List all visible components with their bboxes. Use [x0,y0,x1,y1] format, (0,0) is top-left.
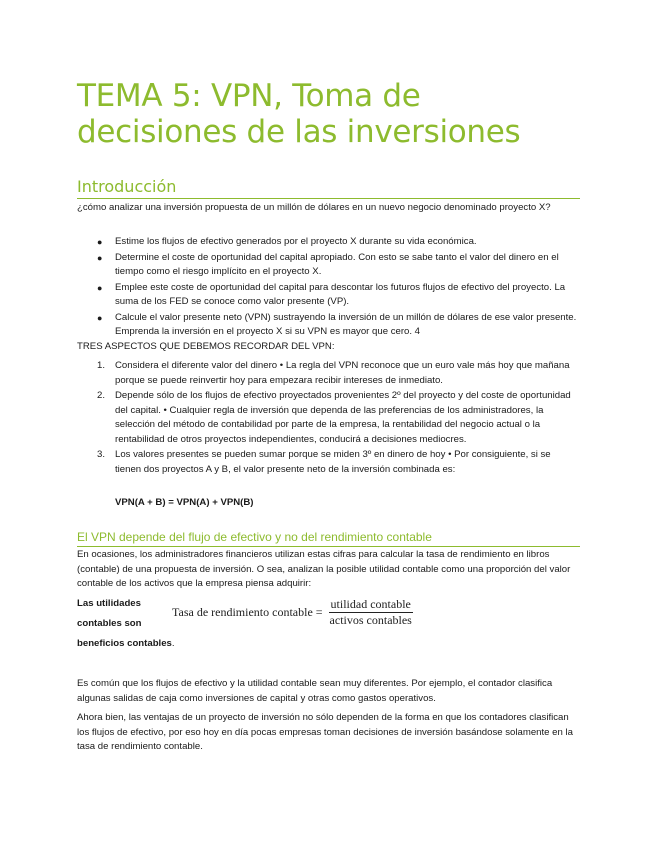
accounting-profits-label: Las utilidades contables son beneficios contables. [77,598,175,649]
list-item: ● Estime los flujos de efectivo generados por el proyecto X durante su vida económica. [77,235,577,250]
list-item: 1. Considera el diferente valor del dinero • La regla del VPN reconoce que un euro vale más hoy que mañana porque se puede reinvertir hoy para empezara recibir intereses de inmediato. [97,360,570,386]
accounting-return-equation [172,598,413,627]
aspects-heading: TRES ASPECTOS QUE DEBEMOS RECORDAR DEL VPN: [77,341,335,352]
introduction-heading: Introducción [77,177,580,199]
vpn-paragraph-3: Ahora bien, las ventajas de un proyecto de inversión no sólo dependen de la forma en que los contadores clasifican los flujos de efectivo, por eso hoy en día pocas empresas toman decisiones de inversión basándose solamente en la tasa de rendimiento contable. [77,712,573,752]
bullet-icon: ● [97,252,103,263]
title-line-2: decisiones de las inversiones [77,114,521,150]
vpn-paragraph-1: En ocasiones, los administradores financieros utilizan estas cifras para calcular la tasa de rendimiento en libros (contable) de una propuesta de inversión. O sea, analizan la posible utilidad contable como una proporción del valor contable de los activos que la empresa piensa adquirir: [77,549,571,589]
vpn-sum-formula: VPN(A + B) = VPN(A) + VPN(B) [115,497,254,508]
page-title [77,78,597,150]
list-item: ● Calcule el valor presente neto (VPN) sustrayendo la inversión de un millón de dólares de ese valor presente. Emprenda la inversión en el proyecto X si su VPN es mayor que cero. 4 [97,311,577,337]
equation-fraction [329,598,413,627]
intro-question: ¿cómo analizar una inversión propuesta de un millón de dólares en un nuevo negocio denominado proyecto X? [77,202,551,213]
list-item: 2. Depende sólo de los flujos de efectivo proyectados provenientes 2º del proyecto y del coste de oportunidad del capital. • Cualquier regla de inversión que dependa de las preferencias de los administradores, la selección del método de contabilidad por parte de la empresa, la rentabilidad del negocio actual o la rentabilidad de otros proyectos independientes, conducirá a decisiones mediocres. [97,390,571,445]
list-item: ● Determine el coste de oportunidad del capital apropiado. Con esto se sabe tanto el valor del dinero en el tiempo como el riesgo implícito en el proyecto X. [97,251,559,277]
list-item: ● Emplee este coste de oportunidad del capital para descontar los futuros flujos de efectivo del proyecto. La suma de los FED se conoce como valor presente (VP). [97,281,566,307]
equation-numerator: utilidad contable [330,597,411,611]
bullet-icon: ● [97,237,103,247]
equation-denominator: activos contables [329,613,412,627]
aspects-numbered-list [77,359,577,478]
title-line-1: TEMA 5: VPN, Toma de [77,78,421,114]
bullet-icon: ● [97,282,103,293]
vpn-cashflow-heading: El VPN depende del flujo de efectivo y no del rendimiento contable [77,529,580,547]
equation-lhs: Tasa de rendimiento contable = [172,605,323,619]
vpn-paragraph-2: Es común que los flujos de efectivo y la utilidad contable sean muy diferentes. Por ejemplo, el contador clasifica algunas salidas de caja como inversiones de capital y otras como gastos operativos. [77,678,553,704]
bullet-icon: ● [97,312,103,323]
list-item: 3. Los valores presentes se pueden sumar porque se miden 3º en dinero de hoy • Por consiguiente, si se tienen dos proyectos A y B, el valor presente neto de la inversión combinada es: [97,449,551,475]
steps-bullet-list [77,235,577,341]
